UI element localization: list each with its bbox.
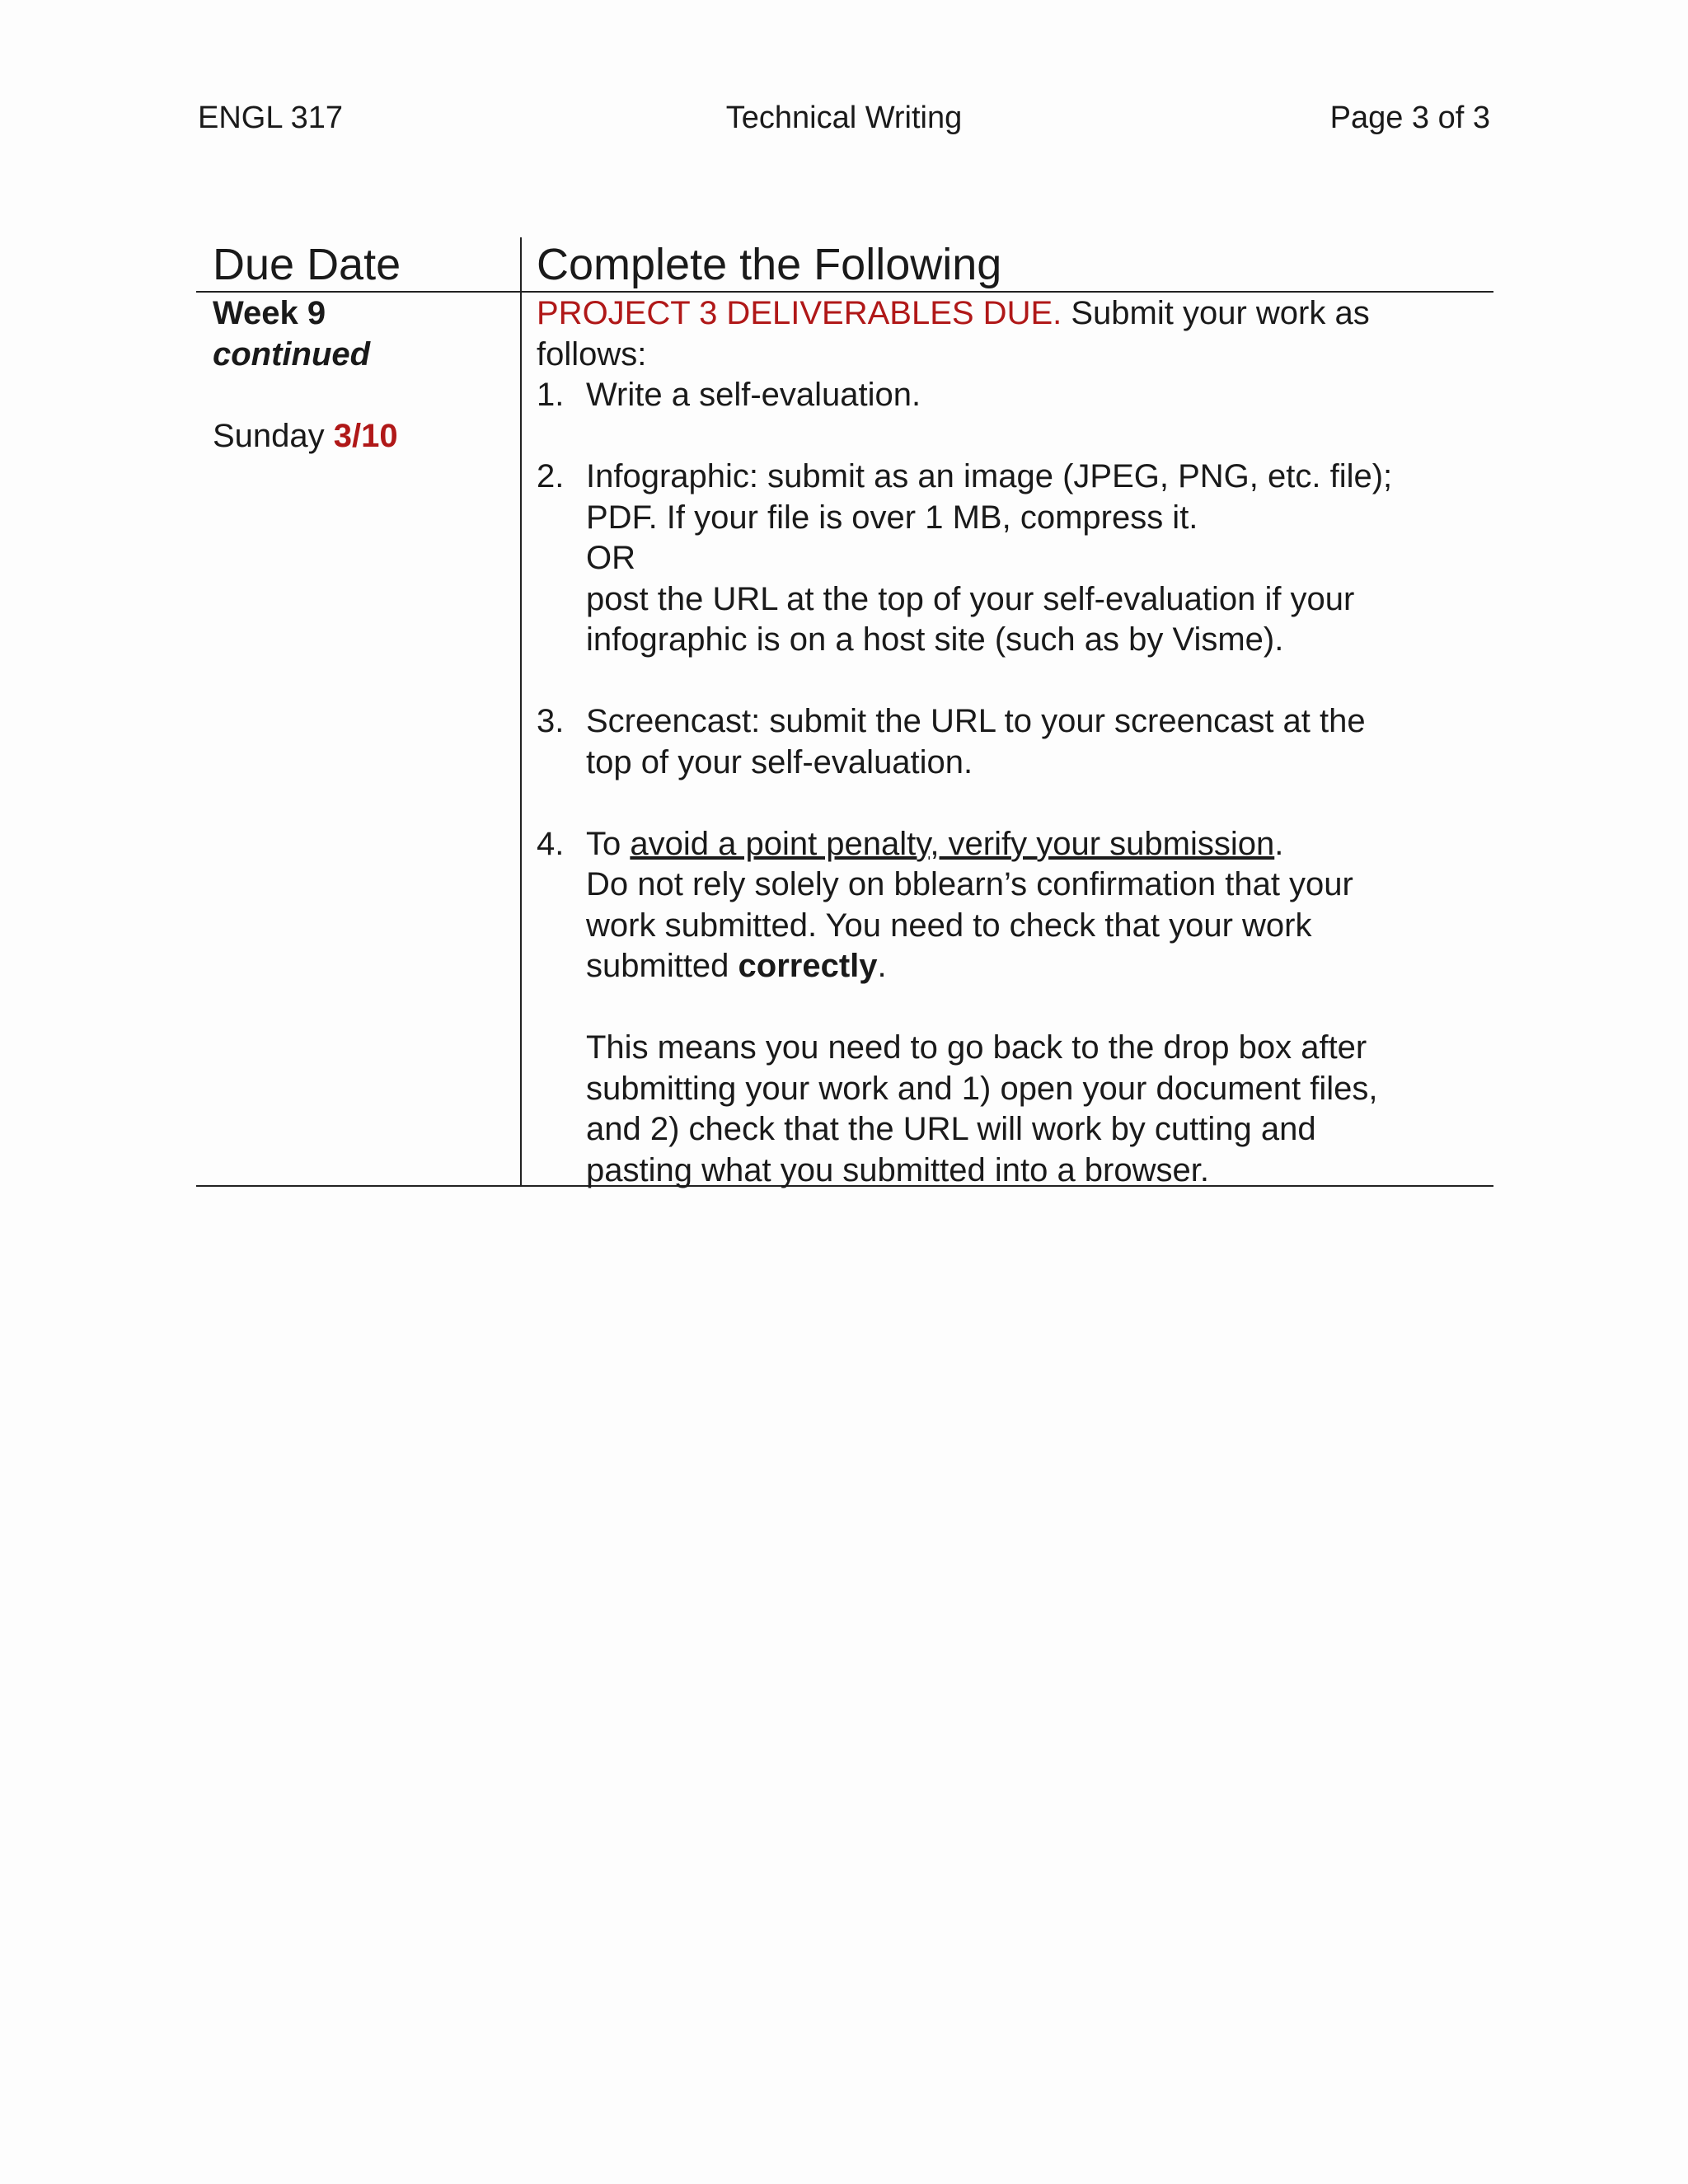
- item-number: 4.: [537, 825, 565, 862]
- deliverables-intro: [537, 293, 1484, 375]
- item-text: and 2) check that the URL will work by cutting and: [586, 1111, 1316, 1147]
- item-text: [586, 824, 1484, 865]
- item-text: post the URL at the top of your self-evaluation if your: [586, 580, 1355, 617]
- header-rule: [196, 291, 1493, 293]
- complete-following-heading: Complete the Following: [537, 240, 1002, 289]
- item-number: 2.: [537, 458, 565, 494]
- item-text: Do not rely solely on bblearn’s confirmation that your: [586, 866, 1353, 902]
- due-day: [213, 416, 509, 457]
- item-text: Screencast: submit the URL to your screencast at the: [586, 703, 1366, 739]
- item-text: submitting your work and 1) open your document files,: [586, 1070, 1378, 1107]
- item-text: Infographic: submit as an image (JPEG, PNG, etc. file);: [586, 458, 1393, 494]
- page-number: Page 3 of 3: [1329, 101, 1490, 135]
- correctly-emphasis: correctly: [738, 948, 878, 984]
- item-text-part: To: [586, 825, 631, 862]
- item-text-part: .: [877, 948, 887, 984]
- due-date-cell: [213, 293, 509, 457]
- item-text: PDF. If your file is over 1 MB, compress it.: [586, 499, 1198, 536]
- item-text: infographic is on a host site (such as by Visme).: [586, 621, 1284, 658]
- deliverables-due-label: PROJECT 3 DELIVERABLES DUE.: [537, 295, 1062, 331]
- item-text: Write a self-evaluation.: [586, 377, 921, 413]
- due-date-heading: Due Date: [213, 240, 401, 289]
- continued-label: continued: [213, 335, 371, 373]
- item-text: [586, 946, 1484, 987]
- item-number: 3.: [537, 703, 565, 739]
- course-title: Technical Writing: [725, 101, 963, 135]
- item-number: 1.: [537, 377, 565, 413]
- course-code: ENGL 317: [198, 101, 344, 135]
- item-text-part: submitted: [586, 948, 738, 984]
- deliverables-instruction: Submit your work as follows:: [537, 295, 1370, 373]
- page-header: [198, 97, 1490, 138]
- item-text: top of your self-evaluation.: [586, 743, 973, 780]
- list-item: [537, 701, 1484, 783]
- week-label: Week 9: [213, 295, 326, 331]
- day-name: Sunday: [213, 417, 334, 454]
- schedule-table: [196, 237, 1493, 1187]
- item-text-part: .: [1274, 825, 1284, 862]
- list-item: [537, 375, 1484, 416]
- item-text: pasting what you submitted into a browser.: [586, 1151, 1209, 1188]
- column-divider: [520, 237, 522, 1187]
- list-item: [537, 824, 1484, 1192]
- item-text: OR: [586, 540, 635, 576]
- list-item: [537, 457, 1484, 661]
- item-text: work submitted. You need to check that your work: [586, 907, 1312, 944]
- due-date-value: 3/10: [333, 417, 398, 454]
- item-text: This means you need to go back to the drop box after: [586, 1029, 1367, 1066]
- task-cell: [537, 293, 1484, 1191]
- penalty-warning: avoid a point penalty, verify your submission: [630, 825, 1275, 862]
